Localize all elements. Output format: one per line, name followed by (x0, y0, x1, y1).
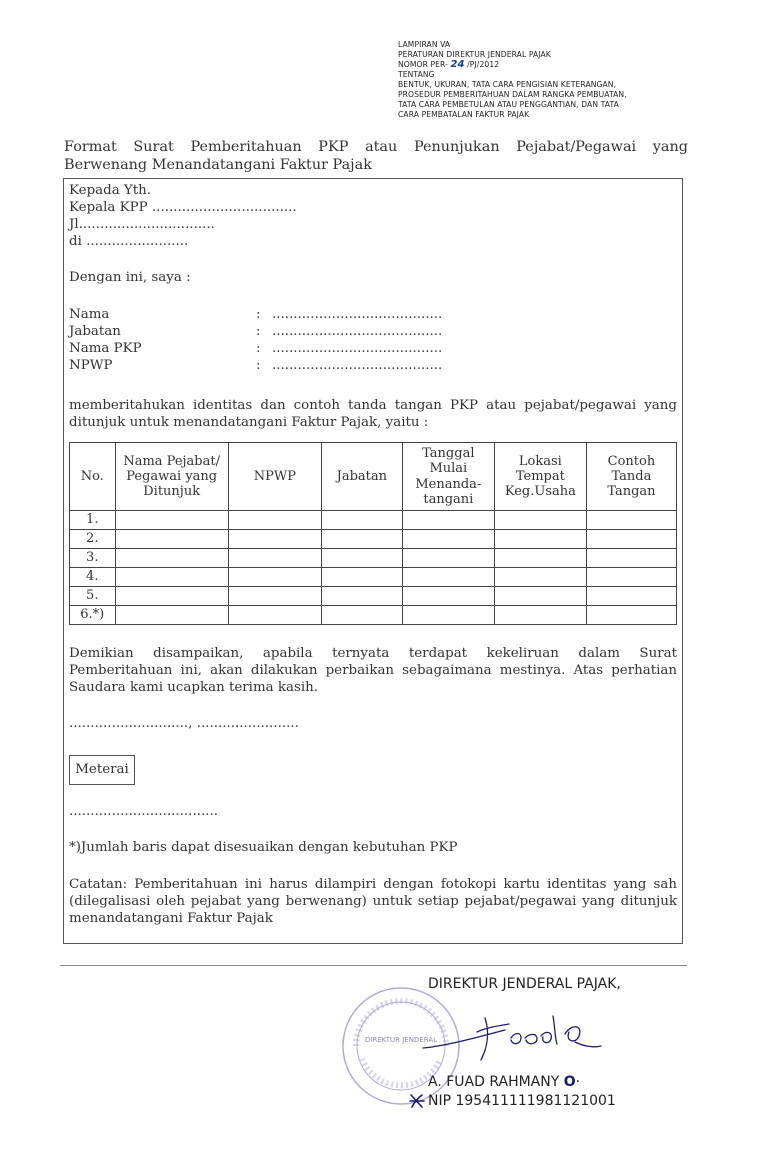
table-cell[interactable] (321, 587, 402, 606)
table-cell[interactable] (228, 511, 321, 530)
col-header-nama: Nama Pejabat/ Pegawai yang Ditunjuk (115, 443, 228, 511)
signatory-table (69, 442, 677, 625)
table-cell[interactable] (586, 568, 676, 587)
regulation-header (398, 40, 688, 120)
field-colon: : (256, 358, 261, 373)
field-value-nama-pkp[interactable]: ........................................ (272, 341, 443, 356)
table-cell[interactable] (321, 606, 402, 625)
table-cell[interactable] (586, 549, 676, 568)
nomor-handwritten: 24 (450, 59, 465, 70)
stamp-text: DIREKTUR JENDERAL (364, 1036, 438, 1044)
row-number: 5. (70, 587, 116, 606)
header-line: TENTANG (398, 70, 435, 79)
closing-text: Demikian disampaikan, apabila ternyata terdapat kekeliruan dalam Surat Pemberitahuan ini, akan dilakukan perbaikan sebagaimana mestinya. Atas perhatian Saudara kami ucapkan terima kasih. (69, 646, 677, 695)
table-cell[interactable] (321, 568, 402, 587)
row-number: 3. (70, 549, 116, 568)
table-cell[interactable] (402, 549, 494, 568)
row-number: 6.*) (70, 606, 116, 625)
header-line: CARA PEMBATALAN FAKTUR PAJAK (398, 110, 530, 119)
signature-text: Fuad (415, 1008, 418, 1009)
table-row (70, 606, 677, 625)
col-header-contoh: Contoh Tanda Tangan (586, 443, 676, 511)
official-nip: NIP 195411111981121001 (428, 1093, 616, 1109)
table-cell[interactable] (115, 568, 228, 587)
table-cell[interactable] (494, 568, 586, 587)
table-cell[interactable] (402, 530, 494, 549)
table-row (70, 568, 677, 587)
table-row (70, 587, 677, 606)
field-label-nama: Nama (69, 307, 110, 322)
page-title: Format Surat Pemberitahuan PKP atau Penunjukan Pejabat/Pegawai yang Berwenang Menandatangani Faktur Pajak (64, 139, 688, 173)
signature-line[interactable]: ................................... (69, 804, 218, 819)
official-title: DIREKTUR JENDERAL PAJAK, (428, 976, 621, 992)
field-colon: : (256, 341, 261, 356)
table-cell[interactable] (494, 606, 586, 625)
table-cell[interactable] (402, 568, 494, 587)
initial-o-mark: O (563, 1074, 576, 1090)
field-colon: : (256, 307, 261, 322)
field-label-npwp: NPWP (69, 358, 113, 373)
catatan-text: Catatan: Pemberitahuan ini harus dilampiri dengan fotokopi kartu identitas yang sah (dilegalisasi oleh pejabat yang berwenang) untuk setiap pejabat/pegawai yang ditunjuk menandatangani Faktur Pajak (69, 877, 677, 926)
table-cell[interactable] (115, 549, 228, 568)
initial-mark-icon (408, 1092, 426, 1110)
field-label-jabatan: Jabatan (69, 324, 121, 339)
footnote: *)Jumlah baris dapat disesuaikan dengan kebutuhan PKP (69, 840, 458, 855)
col-header-lokasi: Lokasi Tempat Keg.Usaha (494, 443, 586, 511)
header-line: TATA CARA PEMBETULAN ATAU PENGGANTIAN, DAN TATA (398, 100, 619, 109)
table-cell[interactable] (402, 511, 494, 530)
table-cell[interactable] (115, 587, 228, 606)
col-header-no: No. (70, 443, 116, 511)
official-name-text: A. FUAD RAHMANY (428, 1074, 560, 1090)
table-cell[interactable] (586, 530, 676, 549)
table-cell[interactable] (228, 530, 321, 549)
header-line: PERATURAN DIREKTUR JENDERAL PAJAK (398, 50, 551, 59)
table-cell[interactable] (321, 530, 402, 549)
dot-mark: · (575, 1074, 581, 1090)
field-value-npwp[interactable]: ........................................ (272, 358, 443, 373)
header-line: LAMPIRAN VA (398, 40, 451, 49)
row-number: 1. (70, 511, 116, 530)
table-cell[interactable] (494, 549, 586, 568)
table-cell[interactable] (228, 587, 321, 606)
intro-text: Dengan ini, saya : (69, 270, 191, 285)
table-cell[interactable] (402, 587, 494, 606)
place-date-line[interactable]: ............................, ........................ (69, 716, 299, 731)
official-name (428, 1074, 580, 1090)
field-label-nama-pkp: Nama PKP (69, 341, 142, 356)
table-cell[interactable] (321, 549, 402, 568)
col-header-npwp: NPWP (228, 443, 321, 511)
table-cell[interactable] (115, 606, 228, 625)
nomor-suffix: /PJ/2012 (467, 60, 500, 69)
table-cell[interactable] (402, 606, 494, 625)
row-number: 4. (70, 568, 116, 587)
table-header-row (70, 443, 677, 511)
divider (60, 965, 687, 966)
col-header-jabatan: Jabatan (321, 443, 402, 511)
address-jl: Jl................................ (69, 217, 215, 232)
official-signature (415, 1008, 605, 1068)
header-nomor (398, 60, 688, 70)
header-line: PROSEDUR PEMBERITAHUAN DALAM RANGKA PEMBUATAN, (398, 90, 627, 99)
table-cell[interactable] (115, 530, 228, 549)
col-header-tanggal: Tanggal Mulai Menanda-tangani (402, 443, 494, 511)
nomor-prefix: NOMOR PER- (398, 60, 448, 69)
table-cell[interactable] (586, 606, 676, 625)
address-di: di ........................ (69, 234, 189, 249)
address-kepada: Kepada Yth. (69, 183, 152, 198)
header-line: BENTUK, UKURAN, TATA CARA PENGISIAN KETERANGAN, (398, 80, 617, 89)
table-cell[interactable] (228, 549, 321, 568)
table-row (70, 549, 677, 568)
table-cell[interactable] (494, 530, 586, 549)
table-cell[interactable] (494, 587, 586, 606)
table-cell[interactable] (586, 587, 676, 606)
table-cell[interactable] (115, 511, 228, 530)
table-cell[interactable] (494, 511, 586, 530)
table-row (70, 511, 677, 530)
table-cell[interactable] (586, 511, 676, 530)
field-colon: : (256, 324, 261, 339)
table-row (70, 530, 677, 549)
table-cell[interactable] (228, 606, 321, 625)
table-cell[interactable] (228, 568, 321, 587)
row-number: 2. (70, 530, 116, 549)
address-kepala-kpp: Kepala KPP .................................. (69, 200, 297, 215)
field-value-nama[interactable]: ........................................ (272, 307, 443, 322)
notify-text: memberitahukan identitas dan contoh tanda tangan PKP atau pejabat/pegawai yang ditunjuk untuk menandatangani Faktur Pajak, yaitu : (69, 398, 677, 430)
meterai-box: Meterai (69, 755, 135, 785)
table-cell[interactable] (321, 511, 402, 530)
field-value-jabatan[interactable]: ........................................ (272, 324, 443, 339)
